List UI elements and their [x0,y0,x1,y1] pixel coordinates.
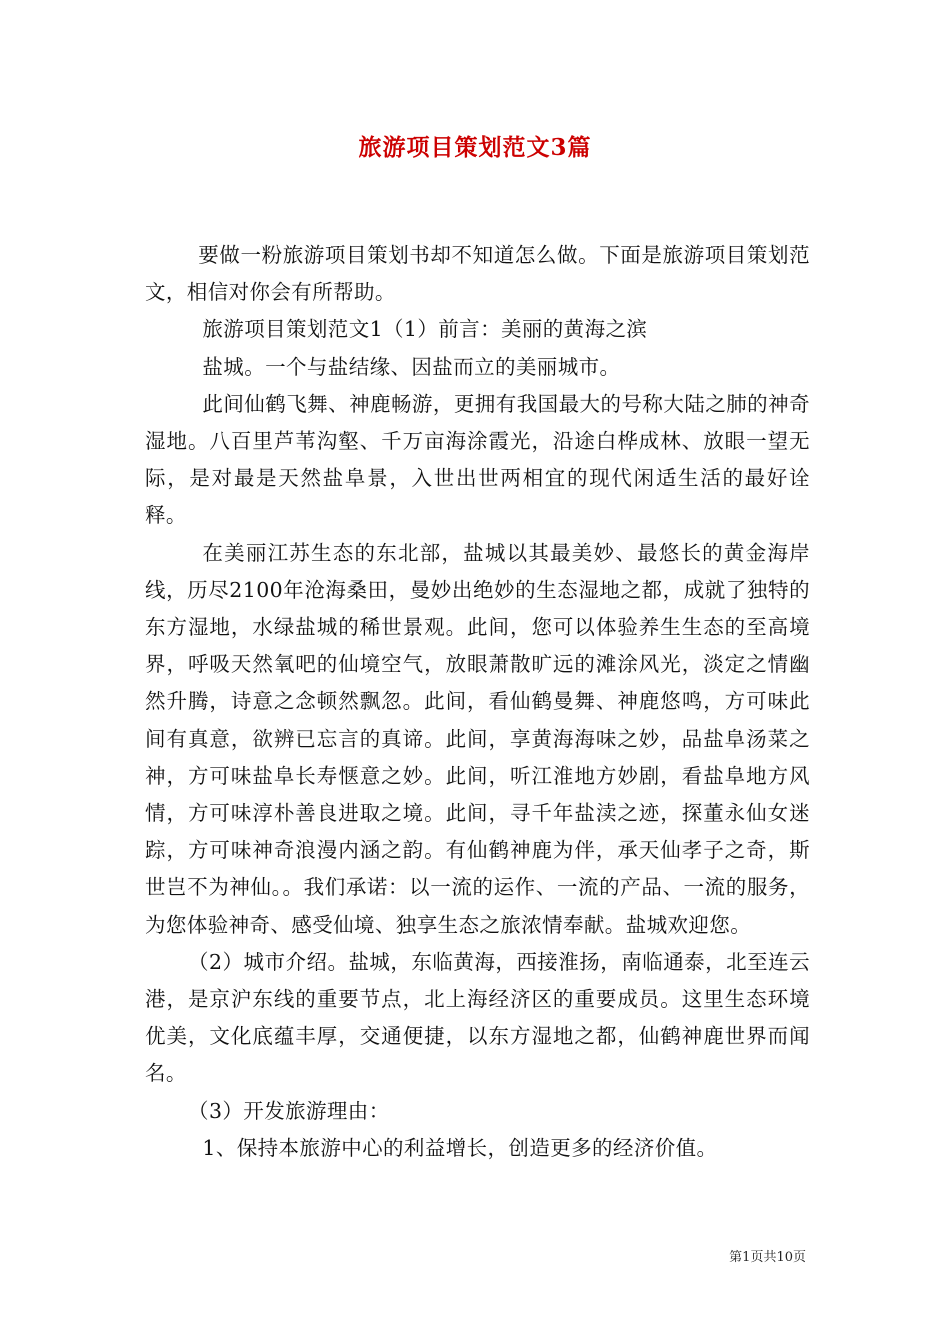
paragraph-sample-heading: 旅游项目策划范文1（1）前言：美丽的黄海之滨 [202,317,648,342]
page-number: 第1页共10页 [729,1250,806,1265]
paragraph-reason-1: 1、保持本旅游中心的利益增长，创造更多的经济价值。 [202,1135,718,1160]
paragraph-coastline: 在美丽江苏生态的东北部，盐城以其最美妙、最悠长的黄金海岸线，历尽2100年沧海桑田，曼妙出绝妙的生态湿地之都，成就了独特的东方湿地，水绿盐城的稀世景观。此间，您可以体验养生生态的至高境界，呼吸天然氧吧的仙境空气，放眼萧散旷远的滩涂风光，淡定之情幽然升腾，诗意之念顿然飘忽。此间，看仙鹤曼舞、神鹿悠鸣，方可味此间有真意，欲辨已忘言的真谛。此间，享黄海海味之妙，品盐阜汤菜之神，方可味盐阜长寿惬意之妙。此间，听江淮地方妙剧，看盐阜地方风情，方可味淳朴善良进取之境。此间，寻千年盐渎之迹，探董永仙女迷踪，方可味神奇浪漫内涵之韵。有仙鹤神鹿为伴，承天仙孝子之奇，斯世岂不为神仙。。我们承诺：以一流的运作、一流的产品、一流的服务，为您体验神奇、感受仙境、独享生态之旅浓情奉献。盐城欢迎您。 [145,540,810,937]
document-body [145,237,810,1167]
paragraph-city-tagline: 盐城。一个与盐结缘、因盐而立的美丽城市。 [202,354,621,379]
paragraph-city-intro: （2）城市介绍。盐城，东临黄海，西接淮扬，南临通泰，北至连云港，是京沪东线的重要节点，北上海经济区的重要成员。这里生态环境优美，文化底蕴丰厚，交通便捷，以东方湿地之都，仙鹤神鹿世界而闻名。 [145,949,810,1086]
paragraph-reasons-heading: （3）开发旅游理由： [188,1098,390,1123]
paragraph-wetland: 此间仙鹤飞舞、神鹿畅游，更拥有我国最大的号称大陆之肺的神奇湿地。八百里芦苇沟壑、千万亩海涂霞光，沿途白桦成林、放眼一望无际，是对最是天然盐阜景，入世出世两相宜的现代闲适生活的最好诠释。 [145,391,810,528]
paragraph-intro: 要做一粉旅游项目策划书却不知道怎么做。下面是旅游项目策划范文，相信对你会有所帮助。 [145,243,810,305]
document-title: 旅游项目策划范文3篇 [358,134,592,161]
